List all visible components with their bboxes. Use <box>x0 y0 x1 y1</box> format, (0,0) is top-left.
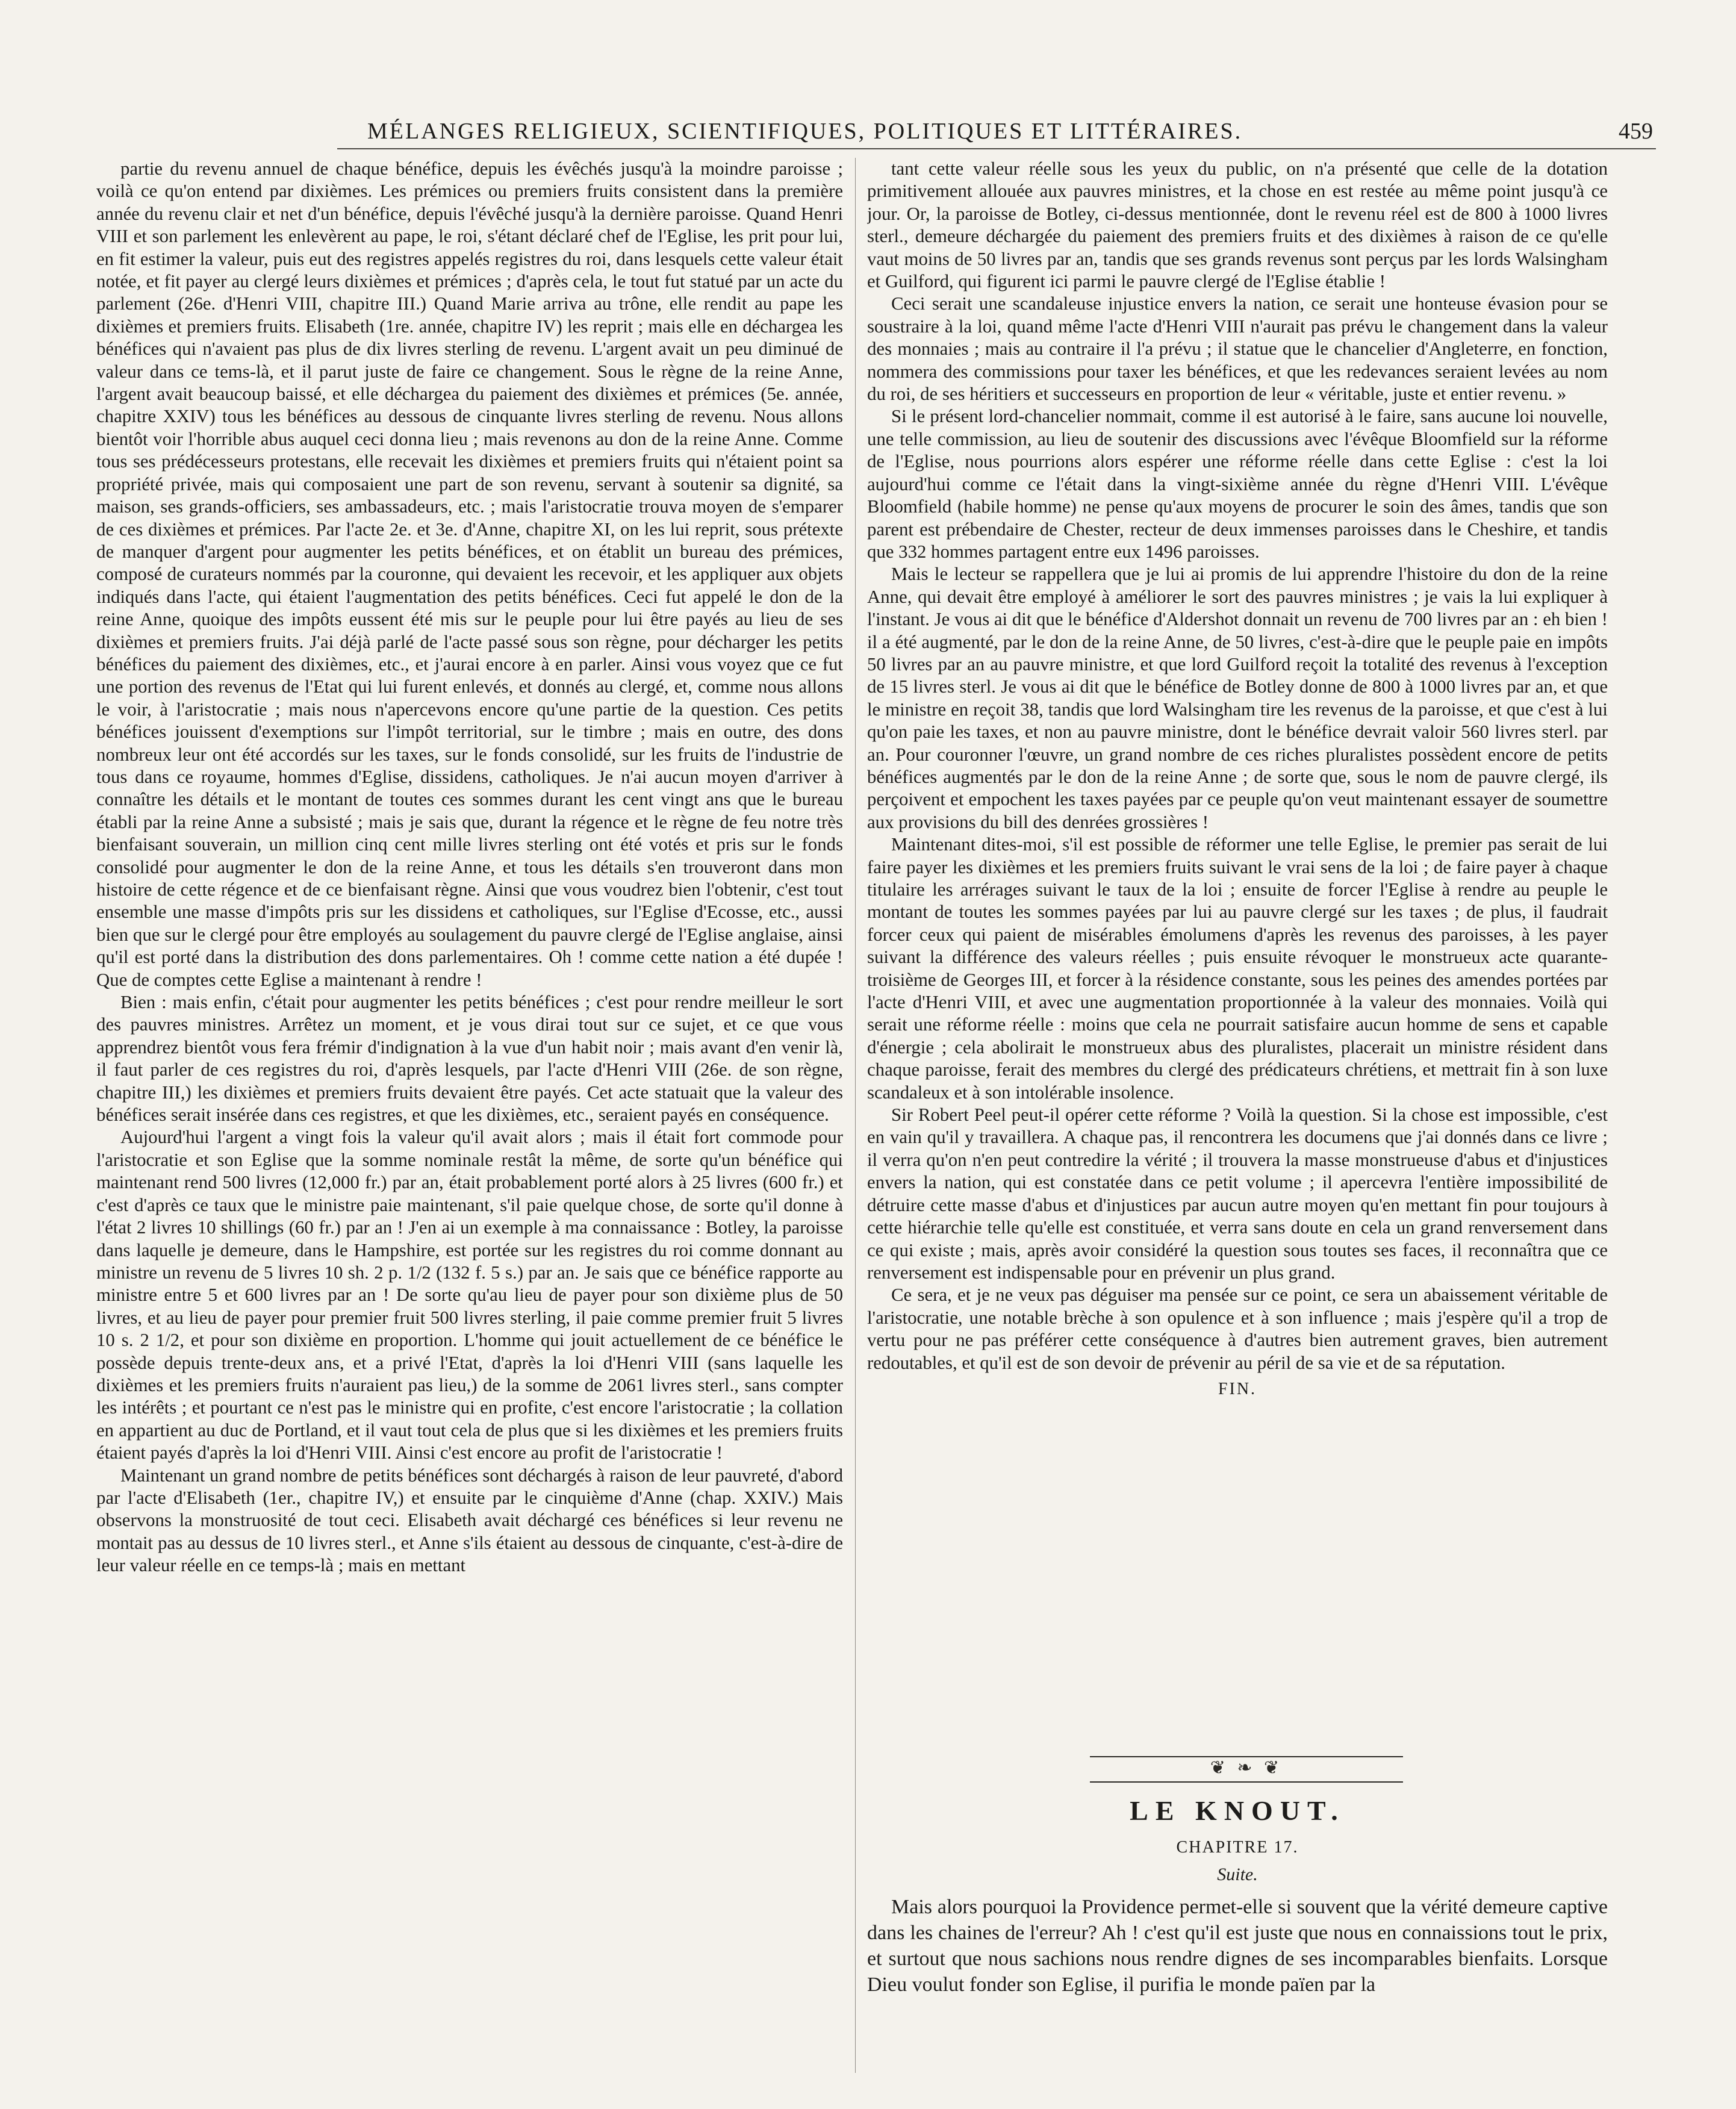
continued-label: Suite. <box>1217 1864 1258 1884</box>
left-column <box>96 158 843 2073</box>
paragraph: Sir Robert Peel peut-il opérer cette réforme ? Voilà la question. Si la chose est impossible, c'est en vain qu'il y travaillera. A chaque pas, il rencontrera les documens que j'ai donnés dans ce livre ; il verra qu'on n'en peut contredire la vérité ; il trouvera la masse monstrueuse d'abus et d'injustices envers la nation, qui est constatée dans ce petit volume ; il apercevra l'entière impossibilité de détruire cette masse d'abus et d'injustices par aucun autre moyen qu'en mettant fin pour toujours à cette hiérarchie telle qu'elle est constituée, et verra sans doute en cela un grand renversement dans ce qui existe ; mais, après avoir considéré la question sous toutes ses faces, il reconnaîtra que ce renversement est indispensable pour en prévenir un plus grand. <box>867 1104 1608 1283</box>
chapter-label: CHAPITRE 17. <box>1176 1838 1299 1857</box>
paragraph: Aujourd'hui l'argent a vingt fois la valeur qu'il avait alors ; mais il était fort commode pour l'aristocratie et son Eglise que la somme nominale restât la même, de sorte qu'un bénéfice qui maintenant rend 500 livres (12,000 fr.) par an, était probablement porté alors à 25 livres (600 fr.) et c'est d'après ce taux que le ministre paie maintenant, s'il paie quelque chose, de sorte qu'il donne à l'état 2 livres 10 shillings (60 fr.) par an ! J'en ai un exemple à ma connaissance : Botley, la paroisse dans laquelle je demeure, dans le Hampshire, est portée sur les registres du roi comme donnant au ministre un revenu de 5 livres 10 sh. 2 p. 1/2 (132 f. 5 s.) par an. Je sais que ce bénéfice rapporte au ministre entre 5 et 600 livres par an ! De sorte qu'au lieu de payer pour son dixième plus de 50 livres, et au lieu de payer pour premier fruit 500 livres sterling, il paie comme premier fruit 5 livres 10 s. 2 1/2, et pour son dixième en proportion. L'homme qui jouit actuellement de ce bénéfice le possède depuis trente-deux ans, et a privé l'Etat, d'après la loi d'Henri VIII (sans laquelle les dixièmes et les premiers fruits n'auraient pas lieu,) de la somme de 2061 livres sterl., sans compter les intérêts ; et pourtant ce n'est pas le ministre qui en profite, c'est encore l'aristocratie ; la collation en appartient au duc de Portland, et il vaut tout cela de plus que si les dixièmes et les premiers fruits étaient payés d'après la loi d'Henri VIII. Ainsi c'est encore au profit de l'aristocratie ! <box>96 1127 843 1463</box>
right-column <box>867 158 1608 1736</box>
page-header <box>337 118 1656 149</box>
paragraph: Maintenant dites-moi, s'il est possible de réformer une telle Eglise, le premier pas serait de lui faire payer les dixièmes et les premiers fruits suivant le vrai sens de la loi ; de faire payer à chaque titulaire les arrérages suivant le taux de la loi ; ensuite de forcer l'Eglise à rendre au peuple le montant de toutes les sommes payées par lui au pauvre clergé sur les taxes ; de plus, il faudrait forcer ceux qui paient de misérables émolumens d'après les revenus des paroisses, à les payer suivant la différence des valeurs réelles ; puis ensuite révoquer le monstrueux acte quarante-troisième de Georges III, et forcer à la résidence constante, sous les peines des amendes portées par l'acte d'Henri VIII, et avec une augmentation proportionnée à la valeur des monnaies. Voilà qui serait une réforme réelle : moins que cela ne pourrait satisfaire aucun homme de sens et capable d'énergie ; cela abolirait le monstrueux abus des pluralistes, placerait un ministre résident dans chaque paroisse, ferait des membres du clergé des prédicateurs chrétiens, et mettrait fin à son luxe scandaleux et à son intolérable insolence. <box>867 834 1608 1103</box>
paragraph: Ceci serait une scandaleuse injustice envers la nation, ce serait une honteuse évasion pour se soustraire à la loi, quand même l'acte d'Henri VIII n'aurait pas prévu le changement dans la valeur des monnaies ; mais au contraire il l'a prévu ; il statue que le chancelier d'Angleterre, en fonction, nommera des commissions pour taxer les bénéfices, et que les redevances seraient levées au nom du roi, de ses héritiers et successeurs en proportion de leur « véritable, juste et entier revenu. » <box>867 293 1608 405</box>
story-body <box>867 1894 1608 2075</box>
paragraph: Maintenant un grand nombre de petits bénéfices sont déchargés à raison de leur pauvreté, d'abord par l'acte d'Elisabeth (1er., chapitre IV,) et ensuite par le cinquième d'Anne (chap. XXIV.) Mais observons la monstruosité de tout ceci. Elisabeth avait déchargé ces bénéfices si leur revenu ne montait pas au dessus de 10 livres sterl., et Anne s'ils étaient au dessous de cinquante, c'est-à-dire de leur valeur réelle en ce temps-là ; mais en mettant <box>96 1465 843 1576</box>
ornament-divider: ❦ ❧ ❦ <box>1090 1756 1403 1783</box>
paragraph: Ce sera, et je ne veux pas déguiser ma pensée sur ce point, ce sera un abaissement véritable de l'aristocratie, une notable brèche à son opulence et à son influence ; mais j'espère qu'il a trop de vertu pour ne pas préférer cette conséquence à d'autres bien autrement graves, bien autrement redoutables, et qu'il est de son devoir de prévenir au péril de sa vie et de sa réputation. <box>867 1285 1608 1373</box>
paragraph: partie du revenu annuel de chaque bénéfice, depuis les évêchés jusqu'à la moindre paroisse ; voilà ce qu'on entend par dixièmes. Les prémices ou premiers fruits consistent dans la première année du revenu clair et net d'un bénéfice, depuis l'évêché jusqu'à la dernière paroisse. Quand Henri VIII et son parlement les enlevèrent au pape, le roi, s'étant déclaré chef de l'Eglise, les prit pour lui, en fit estimer la valeur, puis eut des registres appelés registres du roi, dans lesquels cette valeur était notée, et fit payer au clergé leurs dixièmes et prémices ; d'après cela, le tout fut statué par un acte du parlement (26e. d'Henri VIII, chapitre III.) Quand Marie arriva au trône, elle rendit au pape les dixièmes et premiers fruits. Elisabeth (1re. année, chapitre IV) les reprit ; mais elle en déchargea les bénéfices qui n'avaient pas plus de dix livres sterling de revenu. L'argent avait un peu diminué de valeur dans ce tems-là, et il parut juste de faire ce changement. Sous le règne de la reine Anne, l'argent avait beaucoup baissé, et elle déchargea du paiement des dixièmes et prémices (5e. année, chapitre XXIV) tous les bénéfices au dessous de cinquante livres sterling de revenu. Nous allons bientôt voir l'horrible abus auquel ceci donna lieu ; mais revenons au don de la reine Anne. Comme tous ses prédécesseurs protestans, elle recevait les dixièmes et premiers fruits qui n'étaient point sa propriété privée, mais qui composaient une part de son revenu, servant à soutenir sa dignité, sa maison, ses grands-officiers, ses ambassadeurs, etc. ; mais l'aristocratie trouva moyen de s'emparer de ces dixièmes et prémices. Par l'acte 2e. et 3e. d'Anne, chapitre XI, on les lui reprit, sous prétexte de manquer d'argent pour augmenter les petits bénéfices, et on établit un bureau des prémices, composé de curateurs nommés par la couronne, qui devaient les recevoir, et les appliquer aux objets indiqués dans l'acte, qui étaient l'augmentation des petits bénéfices. Ceci fut appelé le don de la reine Anne, quoique des impôts eussent été mis sur le peuple pour lui être payés au lieu de ses dixièmes et premiers fruits. J'ai déjà parlé de l'acte passé sous son règne, pour décharger les petits bénéfices du paiement des dixièmes, etc., et j'aurai encore à en parler. Ainsi vous voyez que ce fut une portion des revenus de l'Etat qui lui furent enlevés, et donnés au clergé, et, comme nous allons le voir, à l'aristocratie ; mais nous n'apercevons encore qu'une partie de la question. Ces petits bénéfices jouissent d'exemptions sur l'impôt territorial, sur le timbre ; mais en outre, des dons nombreux leur ont été accordés sur les taxes, sur le fonds consolidé, sur les fruits de l'industrie de tous dans ce royaume, hommes d'Eglise, dissidens, catholiques. Je n'ai aucun moyen d'arriver à connaître les détails et le montant de toutes ces sommes durant les cent vingt ans que le bureau établi par la reine Anne a subsisté ; mais je sais que, durant la régence et le règne de feu notre très bienfaisant souverain, un million cinq cent mille livres sterling ont été votés et pris sur le fonds consolidé pour augmenter le don de la reine Anne, et tous les détails s'en trouveront dans mon histoire de cette régence et de ce bienfaisant règne. Ainsi que vous voudrez bien l'obtenir, c'est tout ensemble une masse d'impôts pris sur les dissidens et catholiques, sur l'Eglise d'Ecosse, etc., aussi bien que sur le clergé pour être employés au soulagement du pauvre clergé de l'Eglise anglaise, ainsi qu'il est porté dans la distribution des dons parlementaires. Oh ! comme cette nation a été dupée ! Que de comptes cette Eglise a maintenant à rendre ! <box>96 158 843 990</box>
running-head: MÉLANGES RELIGIEUX, SCIENTIFIQUES, POLITIQUES ET LITTÉRAIRES. <box>367 119 1243 144</box>
paragraph: Bien : mais enfin, c'était pour augmenter les petits bénéfices ; c'est pour rendre meilleur le sort des pauvres ministres. Arrêtez un moment, et je vous dirai tout sur ce sujet, et ce que vous apprendrez bientôt vous fera frémir d'indignation à la vue d'un habit noir ; mais avant d'en venir là, il faut parler de ces registres du roi, d'après lesquels, par l'acte d'Henri VIII (26e. de son règne, chapitre III,) les dixièmes et premiers fruits devaient être payés. Cet acte statuait que la valeur des bénéfices serait insérée dans ces registres, et que les dixièmes, etc., seraient payés en conséquence. <box>96 992 843 1126</box>
column-divider <box>855 158 856 2073</box>
end-mark: FIN. <box>1218 1379 1257 1398</box>
paragraph: tant cette valeur réelle sous les yeux du public, on n'a présenté que celle de la dotation primitivement allouée aux pauvres ministres, et la chose en est restée au même point jusqu'à ce jour. Or, la paroisse de Botley, ci-dessus mentionnée, dont le revenu réel est de 800 à 1000 livres sterl., demeure déchargée du paiement des premiers fruits et des dixièmes à raison de ce qu'elle vaut moins de 50 livres par an, tandis que ses grands revenus sont perçus par les lords Walsingham et Guilford, qui figurent ici parmi le pauvre clergé de l'Eglise établie ! <box>867 158 1608 292</box>
paragraph: Mais le lecteur se rappellera que je lui ai promis de lui apprendre l'histoire du don de la reine Anne, qui devait être employé à améliorer le sort des pauvres ministres ; je vais la lui expliquer à l'instant. Je vous ai dit que le bénéfice d'Aldershot donnait un revenu de 700 livres par an : eh bien ! il a été augmenté, par le don de la reine Anne, de 50 livres, c'est-à-dire que le peuple paie en impôts 50 livres par an au pauvre ministre, et que lord Guilford reçoit la totalité des revenus à l'exception de 15 livres sterl. Je vous ai dit que le bénéfice de Botley donne de 800 à 1000 livres par an, et que le ministre en reçoit 38, tandis que lord Walsingham tire les revenus de la paroisse, et que c'est à lui qu'on paie les taxes, et non au pauvre ministre, dont le bénéfice devrait valoir 560 livres sterl. par an. Pour couronner l'œuvre, un grand nombre de ces riches pluralistes possèdent encore de petits bénéfices augmentés par le don de la reine Anne ; de sorte que, sous le nom de pauvre clergé, ils perçoivent et empochent les taxes payées par ce peuple qu'on veut maintenant essayer de soumettre aux provisions du bill des denrées grossières ! <box>867 564 1608 832</box>
paragraph: Mais alors pourquoi la Providence permet-elle si souvent que la vérité demeure captive dans les chaines de l'erreur? Ah ! c'est qu'il est juste que nous en connaissions tout le prix, et surtout que nous sachions nous rendre dignes de ses incomparables bienfaits. Lorsque Dieu voulut fonder son Eglise, il purifia le monde païen par la <box>867 1896 1608 1996</box>
paragraph: Si le présent lord-chancelier nommait, comme il est autorisé à le faire, sans aucune loi nouvelle, une telle commission, au lieu de soutenir des discussions avec l'évêque Bloomfield sur la réforme de l'Eglise, nous pourrions alors espérer une réforme réelle dans cette Eglise : c'est la loi aujourd'hui comme ce l'était dans la vingt-sixième année du règne d'Henri VIII. L'évêque Bloomfield (habile homme) ne pense qu'aux moyens de procurer le soin des âmes, tandis que son parent est prébendaire de Chester, recteur de deux immenses paroisses dans le Cheshire, et tandis que 332 hommes partagent entre eux 1496 paroisses. <box>867 406 1608 562</box>
page-number: 459 <box>1619 119 1653 144</box>
story-title: LE KNOUT. <box>1130 1795 1345 1826</box>
